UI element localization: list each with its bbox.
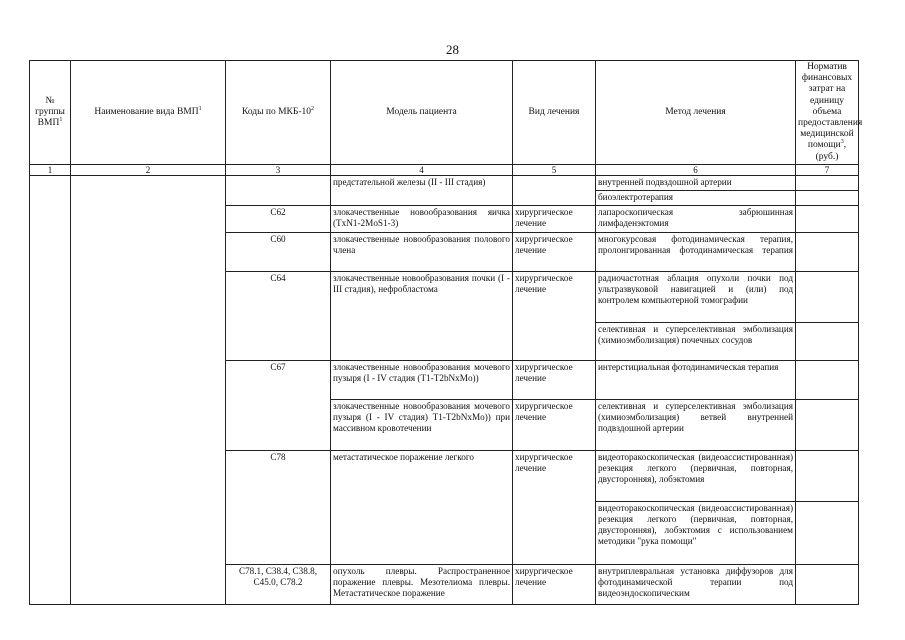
treatment-method-cell: селективная и суперселективная эмболизация (химиоэмболизация) почечных сосудов — [596, 323, 796, 361]
treatment-method-cell: внутриплевральная установка диффузоров для фотодинамической терапии под видеоэндоскопическим — [596, 565, 796, 605]
treatment-type-cell: хирургическое лечение — [513, 400, 596, 451]
column-number: 4 — [331, 164, 513, 176]
mkb-code-cell — [226, 176, 331, 206]
treatment-type-cell: хирургическое лечение — [513, 206, 596, 233]
header-treatment-type: Вид лечения — [513, 61, 596, 165]
cost-cell — [796, 233, 859, 272]
vmp-table — [29, 60, 863, 605]
patient-model-cell: злокачественные новообразования яичка (TxN1-2MoS1-3) — [331, 206, 513, 233]
mkb-code-cell: С78.1, С38.4, С38.8, С45.0, С78.2 — [226, 565, 331, 605]
header-row — [30, 61, 859, 165]
column-number: 1 — [30, 164, 71, 176]
mkb-code-cell: С64 — [226, 272, 331, 361]
column-number: 2 — [71, 164, 226, 176]
column-number: 7 — [796, 164, 859, 176]
table-row — [30, 176, 859, 191]
treatment-type-cell: хирургическое лечение — [513, 565, 596, 605]
cost-cell — [796, 206, 859, 233]
column-number: 6 — [596, 164, 796, 176]
treatment-method-cell: биоэлектротерапия — [596, 191, 796, 206]
patient-model-cell: злокачественные новообразования мочевого пузыря (I - IV стадия) T1-T2bNxMo)) при массивном кровотечении — [331, 400, 513, 451]
mkb-code-cell: С78 — [226, 451, 331, 565]
treatment-method-cell: видеоторакоскопическая (видеоассистированная) резекция легкого (первичная, повторная, двусторонняя), лобэктомия с использованием методики "рука помощи" — [596, 502, 796, 565]
treatment-type-cell: хирургическое лечение — [513, 272, 596, 361]
patient-model-cell: злокачественные новообразования почки (I - III стадия), нефробластома — [331, 272, 513, 361]
column-number-row — [30, 164, 859, 176]
header-treatment-method: Метод лечения — [596, 61, 796, 165]
cost-cell — [796, 323, 859, 361]
treatment-method-cell: видеоторакоскопическая (видеоассистированная) резекция легкого (первичная, повторная, двусторонняя), лобэктомия — [596, 451, 796, 502]
treatment-method-cell: селективная и суперселективная эмболизация (химиоэмболизация) ветвей внутренней подвздошной артерии — [596, 400, 796, 451]
patient-model-cell: злокачественные новообразования мочевого пузыря (I - IV стадия (T1-T2bNxMo)) — [331, 361, 513, 400]
cost-cell — [796, 176, 859, 191]
column-number: 3 — [226, 164, 331, 176]
patient-model-cell: метастатическое поражение легкого — [331, 451, 513, 565]
cost-cell — [796, 272, 859, 323]
cost-cell — [796, 502, 859, 565]
treatment-type-cell — [513, 176, 596, 206]
vmp-name-cell — [71, 176, 226, 605]
treatment-method-cell: многокурсовая фотодинамическая терапия, пролонгированная фотодинамическая терапия — [596, 233, 796, 272]
cost-cell — [796, 361, 859, 400]
mkb-code-cell: С67 — [226, 361, 331, 451]
treatment-method-cell: радиочастотная аблация опухоли почки под ультразвуковой навигацией и (или) под контролем компьютерной томографии — [596, 272, 796, 323]
cost-cell — [796, 400, 859, 451]
header-group-number: № группы ВМП$^1$ — [30, 61, 71, 165]
treatment-method-cell: интерстициальная фотодинамическая терапия — [596, 361, 796, 400]
mkb-code-cell: С62 — [226, 206, 331, 233]
mkb-code-cell: С60 — [226, 233, 331, 272]
cost-cell — [796, 191, 859, 206]
page-number: 28 — [446, 42, 459, 57]
treatment-type-cell: хирургическое лечение — [513, 361, 596, 400]
cost-cell — [796, 451, 859, 502]
patient-model-cell: предстательной железы (II - III стадия) — [331, 176, 513, 206]
treatment-type-cell: хирургическое лечение — [513, 233, 596, 272]
treatment-method-cell: внутренней подвздошной артерии — [596, 176, 796, 191]
column-number: 5 — [513, 164, 596, 176]
cost-cell — [796, 565, 859, 605]
patient-model-cell: опухоль плевры. Распространенное поражение плевры. Мезотелиома плевры. Метастатическое поражение — [331, 565, 513, 605]
treatment-method-cell: лапароскопическая забрюшинная лимфаденэктомия — [596, 206, 796, 233]
group-number-cell — [30, 176, 71, 605]
header-patient-model: Модель пациента — [331, 61, 513, 165]
patient-model-cell: злокачественные новообразования полового члена — [331, 233, 513, 272]
treatment-type-cell: хирургическое лечение — [513, 451, 596, 565]
header-cost-standard: Норматив финансовых затрат на единицу объема предоставления медицинской помощи$^3$, (руб.) — [796, 61, 859, 165]
header-mkb-codes: Коды по МКБ-$10^2$ — [226, 61, 331, 165]
header-vmp-name: Наименование вида ВМП$^1$ — [71, 61, 226, 165]
